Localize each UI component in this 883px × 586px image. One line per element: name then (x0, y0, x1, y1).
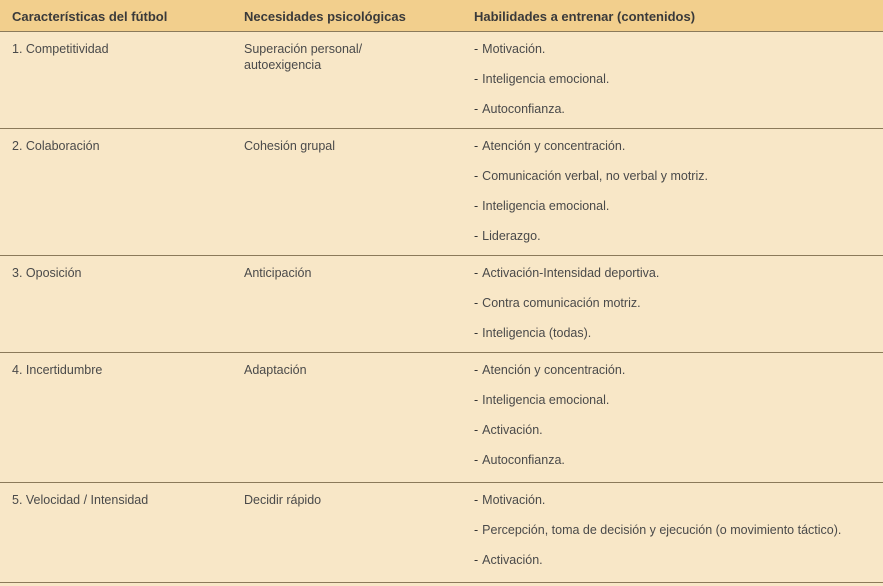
characteristic-cell: 4. Incertidumbre (12, 363, 103, 377)
dash-bullet: - (474, 393, 479, 407)
need-cell (244, 492, 444, 508)
dash-bullet: - (474, 169, 479, 183)
skill-item (474, 552, 879, 582)
characteristic-cell: 2. Colaboración (12, 139, 100, 153)
dash-bullet: - (474, 296, 479, 310)
skills-cell (474, 362, 879, 482)
need-line: Adaptación (244, 363, 307, 377)
need-line: Anticipación (244, 266, 312, 280)
skill-text: Autoconfianza. (482, 102, 565, 116)
need-line: Cohesión grupal (244, 139, 336, 153)
header-psychological-needs: Necesidades psicológicas (244, 9, 406, 24)
skill-item (474, 198, 879, 228)
table-row (0, 32, 883, 129)
header-skills: Habilidades a entrenar (contenidos) (474, 9, 696, 24)
skill-text: Atención y concentración. (482, 139, 626, 153)
need-line: autoexigencia (244, 58, 322, 72)
skill-text: Inteligencia emocional. (482, 393, 610, 407)
dash-bullet: - (474, 266, 479, 280)
skill-item (474, 41, 879, 71)
need-line: Superación personal/ (244, 42, 363, 56)
skill-item (474, 101, 879, 131)
skill-text: Inteligencia emocional. (482, 199, 610, 213)
need-cell (244, 138, 444, 154)
skill-item (474, 362, 879, 392)
need-cell (244, 265, 444, 281)
skill-item (474, 492, 879, 522)
skill-text: Inteligencia (todas). (482, 326, 592, 340)
dash-bullet: - (474, 363, 479, 377)
skill-item (474, 522, 879, 552)
table-row (0, 353, 883, 483)
skill-item (474, 325, 879, 355)
characteristic-cell: 5. Velocidad / Intensidad (12, 493, 149, 507)
dash-bullet: - (474, 523, 479, 537)
skill-text: Activación. (482, 553, 543, 567)
skill-text: Contra comunicación motriz. (482, 296, 641, 310)
skills-cell (474, 492, 879, 582)
characteristic-cell: 1. Competitividad (12, 42, 109, 56)
skills-cell (474, 41, 879, 131)
table-row (0, 256, 883, 353)
table-row (0, 129, 883, 256)
skill-text: Liderazgo. (482, 229, 541, 243)
dash-bullet: - (474, 42, 479, 56)
dash-bullet: - (474, 423, 479, 437)
skill-text: Autoconfianza. (482, 453, 565, 467)
dash-bullet: - (474, 326, 479, 340)
need-line: Decidir rápido (244, 493, 322, 507)
dash-bullet: - (474, 72, 479, 86)
skills-cell (474, 265, 879, 355)
skill-text: Motivación. (482, 493, 546, 507)
skill-text: Inteligencia emocional. (482, 72, 610, 86)
skill-text: Motivación. (482, 42, 546, 56)
skill-text: Activación-Intensidad deportiva. (482, 266, 660, 280)
skills-cell (474, 138, 879, 258)
table-header (0, 0, 883, 32)
skill-text: Atención y concentración. (482, 363, 626, 377)
skill-item (474, 71, 879, 101)
dash-bullet: - (474, 229, 479, 243)
skill-item (474, 265, 879, 295)
need-cell (244, 41, 444, 73)
dash-bullet: - (474, 453, 479, 467)
skill-item (474, 168, 879, 198)
dash-bullet: - (474, 553, 479, 567)
skill-text: Activación. (482, 423, 543, 437)
dash-bullet: - (474, 139, 479, 153)
dash-bullet: - (474, 102, 479, 116)
skill-text: Percepción, toma de decisión y ejecución (o movimiento táctico). (482, 523, 842, 537)
skill-item (474, 295, 879, 325)
dash-bullet: - (474, 493, 479, 507)
skill-item (474, 422, 879, 452)
dash-bullet: - (474, 199, 479, 213)
skill-text: Comunicación verbal, no verbal y motriz. (482, 169, 708, 183)
skill-item (474, 392, 879, 422)
skill-item (474, 138, 879, 168)
table-row (0, 483, 883, 583)
need-cell (244, 362, 444, 378)
skill-item (474, 452, 879, 482)
skill-item (474, 228, 879, 258)
characteristic-cell: 3. Oposición (12, 266, 82, 280)
header-characteristics: Características del fútbol (12, 9, 168, 24)
